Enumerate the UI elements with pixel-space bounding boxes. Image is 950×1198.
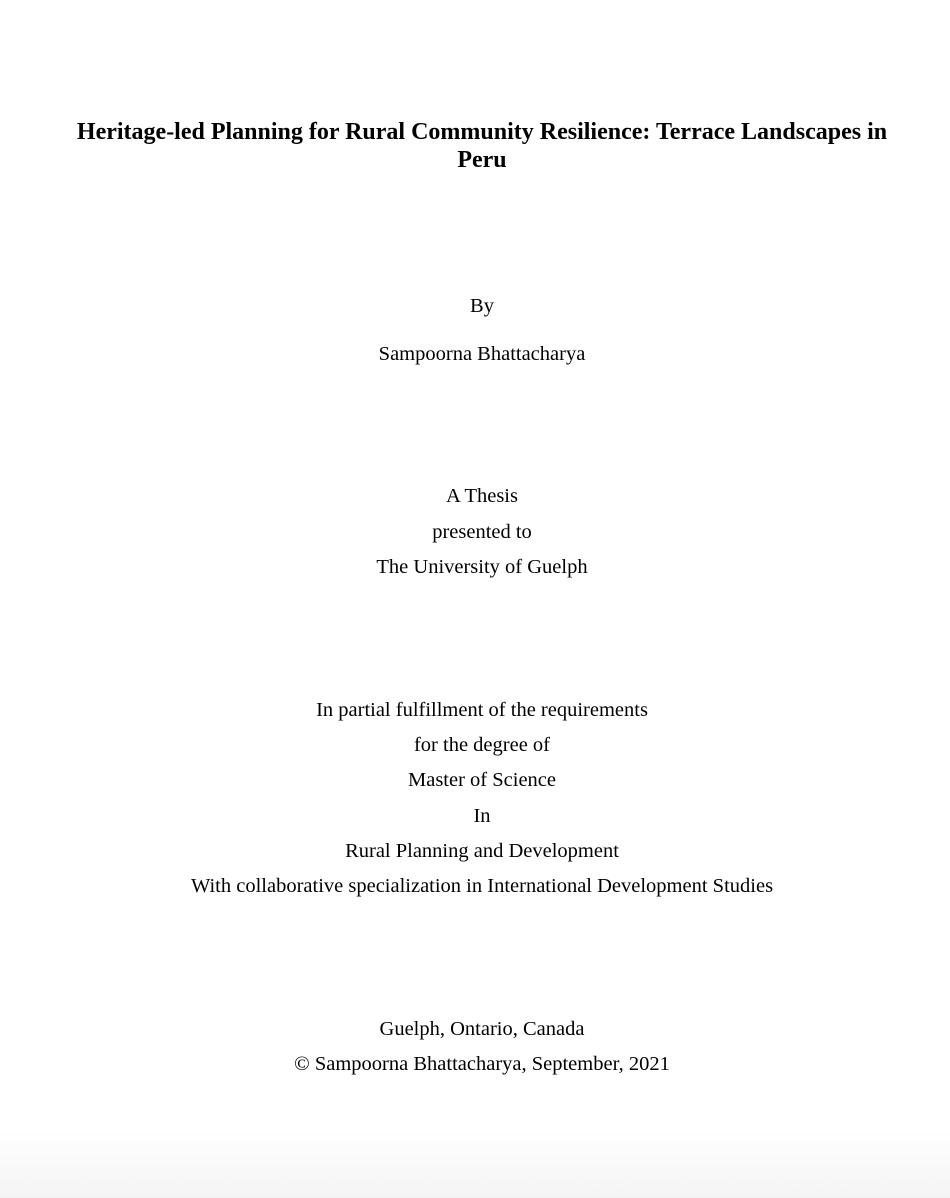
author-name: Sampoorna Bhattacharya — [378, 343, 586, 365]
degree-of-line: for the degree of — [413, 734, 551, 756]
requirements-line: In partial fulfillment of the requirements — [316, 699, 648, 721]
program-name: Rural Planning and Development — [345, 840, 619, 862]
degree-name: Master of Science — [408, 769, 556, 791]
in-label: In — [473, 805, 491, 827]
copyright-line: © Sampoorna Bhattacharya, September, 2021 — [294, 1053, 670, 1075]
university-name: The University of Guelph — [376, 556, 588, 578]
by-label: By — [470, 295, 494, 317]
thesis-label: A Thesis — [446, 485, 518, 507]
thesis-title: Heritage-led Planning for Rural Community Resilience: Terrace Landscapes in Peru — [76, 119, 888, 173]
presented-to-label: presented to — [432, 521, 532, 543]
location-line: Guelph, Ontario, Canada — [379, 1018, 585, 1040]
specialization-line: With collaborative specialization in International Development Studies — [190, 875, 774, 897]
